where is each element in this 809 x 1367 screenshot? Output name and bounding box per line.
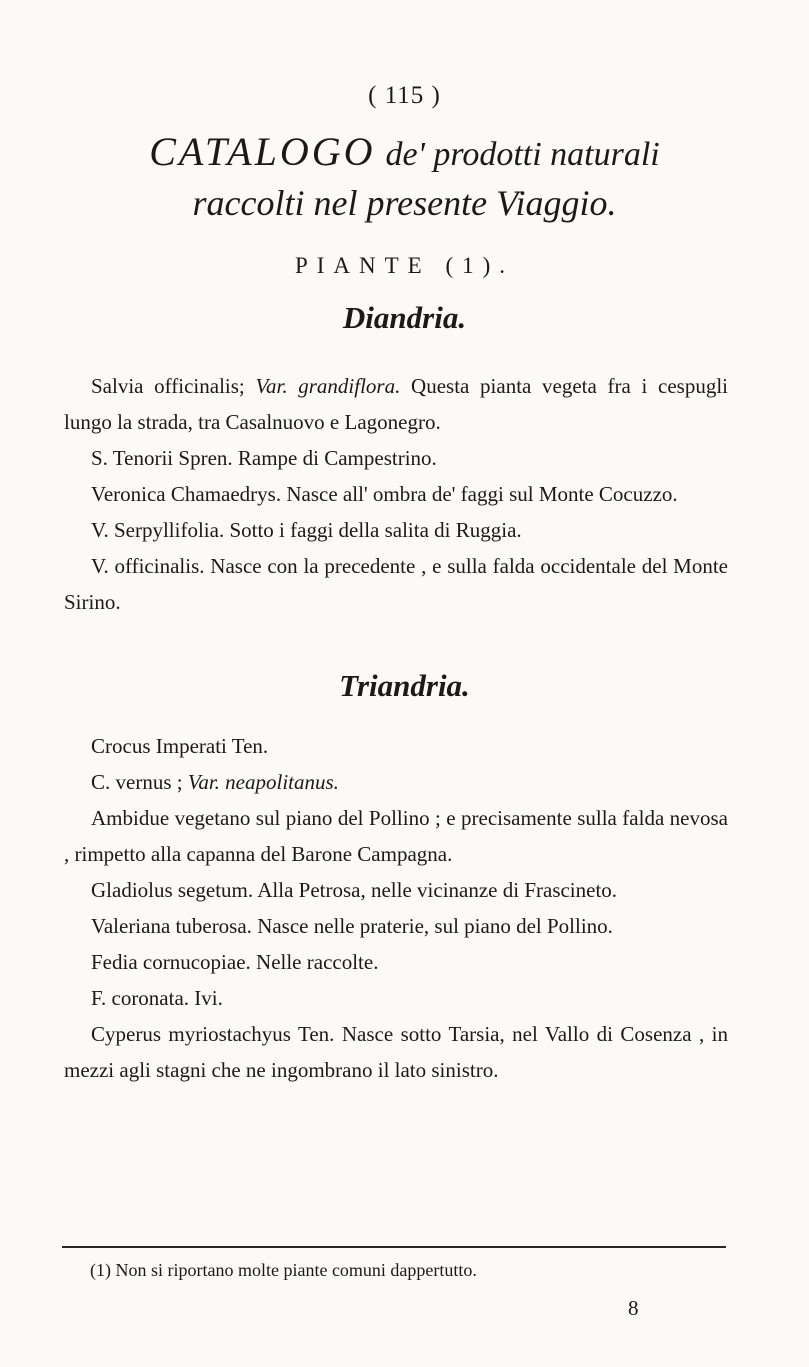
page-number: ( 115 ): [368, 82, 441, 109]
title-catalogo: CATALOGO: [149, 129, 376, 174]
catalog-title: [0, 128, 809, 227]
entry-name: V. officinalis.: [91, 554, 205, 578]
heading-diandria: Diandria.: [342, 300, 467, 335]
footnote-divider: [62, 1246, 726, 1248]
catalog-entry: [64, 764, 728, 800]
entry-description: Questa pianta vegeta fra i cespugli lungo la strada, tra Casalnuovo e Lagonegro.: [64, 374, 729, 434]
catalog-entry: [64, 512, 728, 548]
catalog-entry: [64, 368, 728, 440]
entry-name: F. coronata.: [91, 986, 190, 1010]
entry-description: Alla Petrosa, nelle vicinanze di Frascineto.: [257, 878, 618, 902]
section-heading-piante: PIANTE (1).: [294, 253, 515, 278]
entry-variety: Var. grandiflora.: [255, 374, 401, 398]
entry-name: Gladiolus segetum.: [91, 878, 254, 902]
entry-description: Nelle raccolte.: [256, 950, 379, 974]
entry-description: Nasce con la precedente , e sulla falda occidentale del Monte Sirino.: [64, 554, 729, 614]
entry-description: Rampe di Campestrino.: [237, 446, 437, 470]
entry-name: C. vernus ;: [91, 770, 183, 794]
entry-name: Ambidue vegetano sul piano del Pollino ; e precisamente sulla falda nevosa , rimpetto alla capanna del Barone Campagna.: [64, 806, 728, 866]
entry-description: Nasce sotto Tarsia, nel Vallo di Cosenza , in mezzi agli stagni che ne ingombrano il lato sinistro.: [64, 1022, 729, 1082]
entry-name: Salvia officinalis;: [91, 374, 245, 398]
entry-name: Valeriana tuberosa.: [91, 914, 252, 938]
title-line1-rest: de' prodotti naturali: [385, 136, 660, 173]
signature-mark: 8: [628, 1296, 639, 1320]
entry-name: Crocus Imperati Ten.: [91, 734, 269, 758]
catalog-entry: [64, 800, 728, 872]
heading-triandria: Triandria.: [339, 668, 470, 703]
triandria-entries: [64, 728, 728, 1088]
entry-name: Veronica Chamaedrys.: [91, 482, 282, 506]
entry-variety: Var. neapolitanus.: [187, 770, 339, 794]
catalog-entry: [64, 944, 728, 980]
catalog-entry: [64, 872, 728, 908]
entry-name: Cyperus myriostachyus Ten.: [91, 1022, 335, 1046]
catalog-entry: [64, 980, 728, 1016]
entry-description: Sotto i faggi della salita di Ruggia.: [229, 518, 522, 542]
footnote: (1) Non si riportano molte piante comuni dappertutto.: [90, 1260, 477, 1280]
diandria-entries: [64, 368, 728, 620]
catalog-entry: [64, 548, 728, 620]
catalog-entry: [64, 476, 728, 512]
title-line2: raccolti nel presente Viaggio.: [192, 183, 617, 223]
catalog-entry: [64, 1016, 728, 1088]
catalog-entry: [64, 728, 728, 764]
entry-description: Nasce all' ombra de' faggi sul Monte Cocuzzo.: [286, 482, 678, 506]
catalog-entry: [64, 908, 728, 944]
entry-description: Nasce nelle praterie, sul piano del Pollino.: [257, 914, 613, 938]
entry-name: S. Tenorii Spren.: [91, 446, 233, 470]
entry-name: V. Serpyllifolia.: [91, 518, 225, 542]
entry-description: Ivi.: [194, 986, 223, 1010]
entry-name: Fedia cornucopiae.: [91, 950, 251, 974]
catalog-entry: [64, 440, 728, 476]
